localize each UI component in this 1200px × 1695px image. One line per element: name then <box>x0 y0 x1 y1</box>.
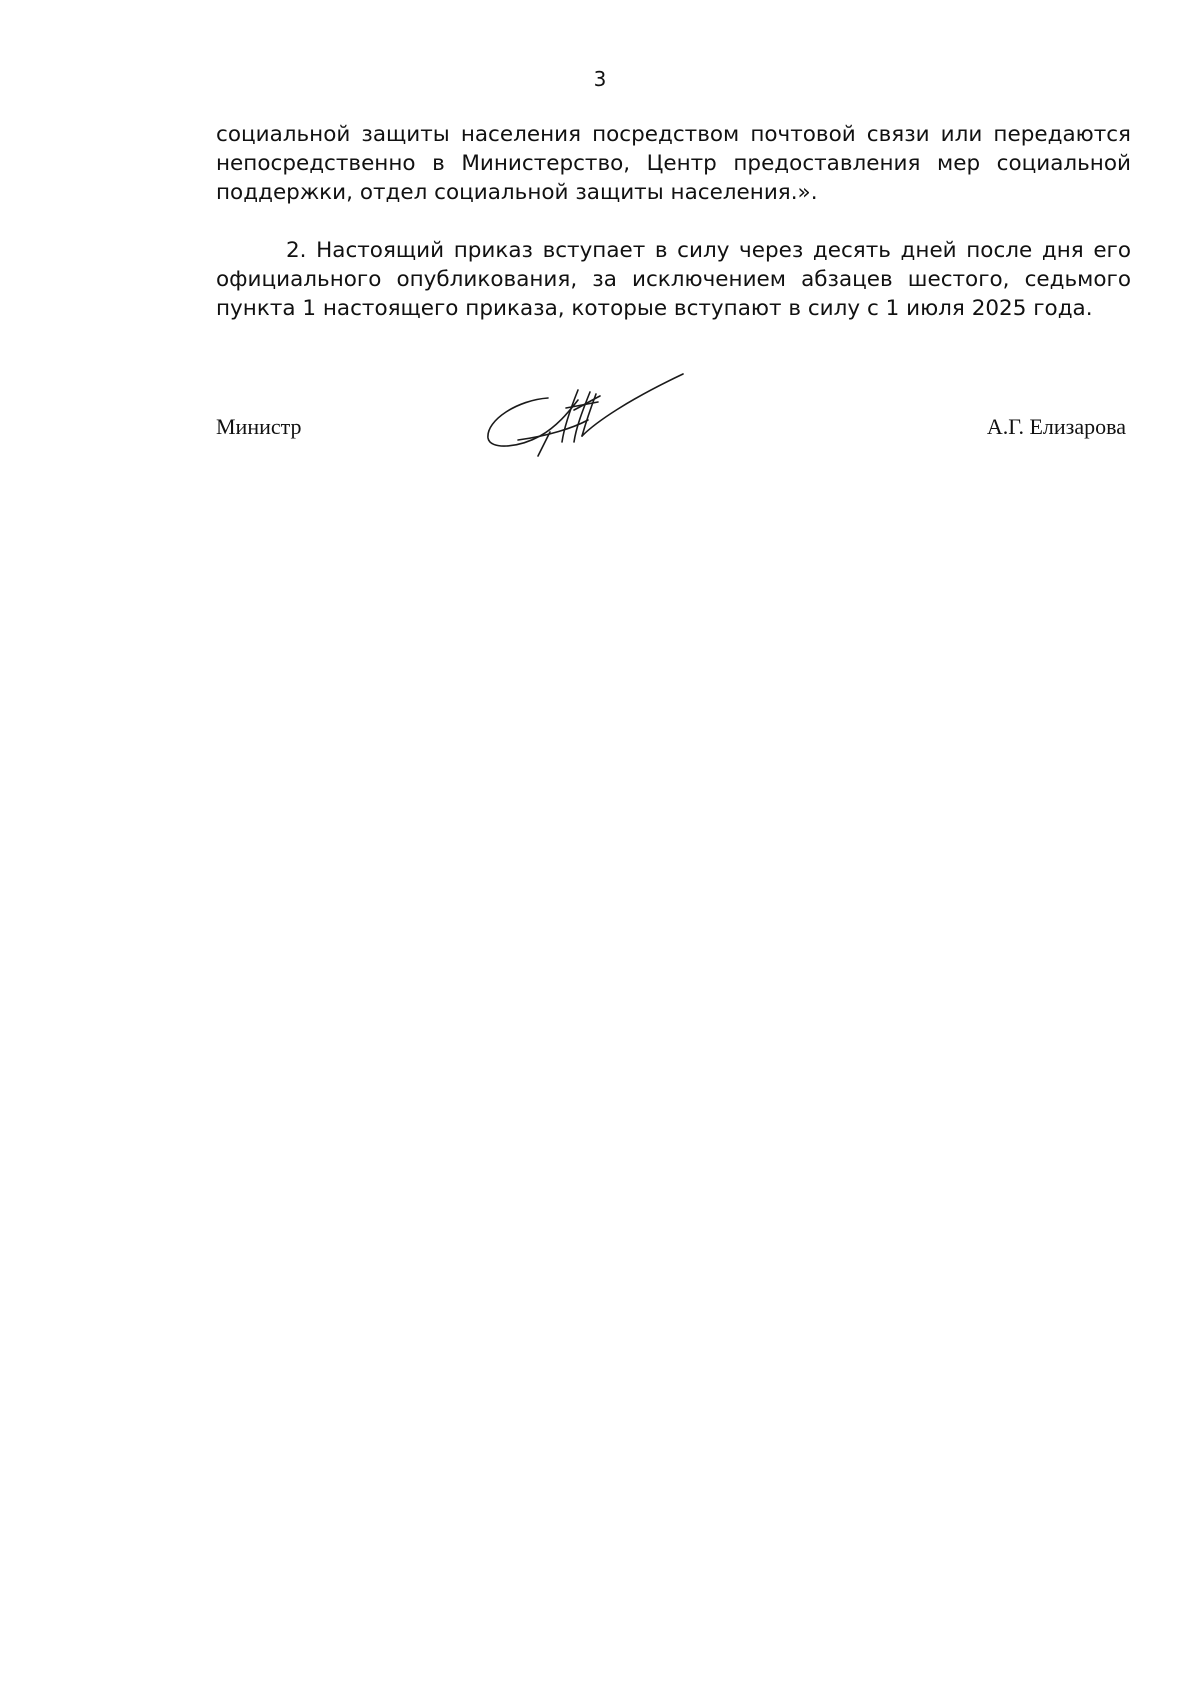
paragraph-line: поддержки, отдел социальной защиты населения.». <box>216 180 818 205</box>
paragraph-line: официального опубликования, за исключением абзацев шестого, седьмого <box>216 267 1131 292</box>
paragraph-line: 2. Настоящий приказ вступает в силу через десять дней после дня его <box>286 238 1131 263</box>
signatory-title: Министр <box>216 414 302 439</box>
signatory-name: А.Г. Елизарова <box>986 414 1126 439</box>
paragraph-item-2 <box>216 236 1131 323</box>
paragraph-line: пункта 1 настоящего приказа, которые вступают в силу с 1 июля 2025 года. <box>216 296 1093 321</box>
paragraph-continuation <box>216 120 1131 207</box>
page-number: 3 <box>593 67 607 91</box>
paragraph-line: социальной защиты населения посредством почтовой связи или передаются <box>216 122 1131 147</box>
paragraph-line: непосредственно в Министерство, Центр предоставления мер социальной <box>216 151 1131 176</box>
handwritten-signature <box>478 370 688 460</box>
